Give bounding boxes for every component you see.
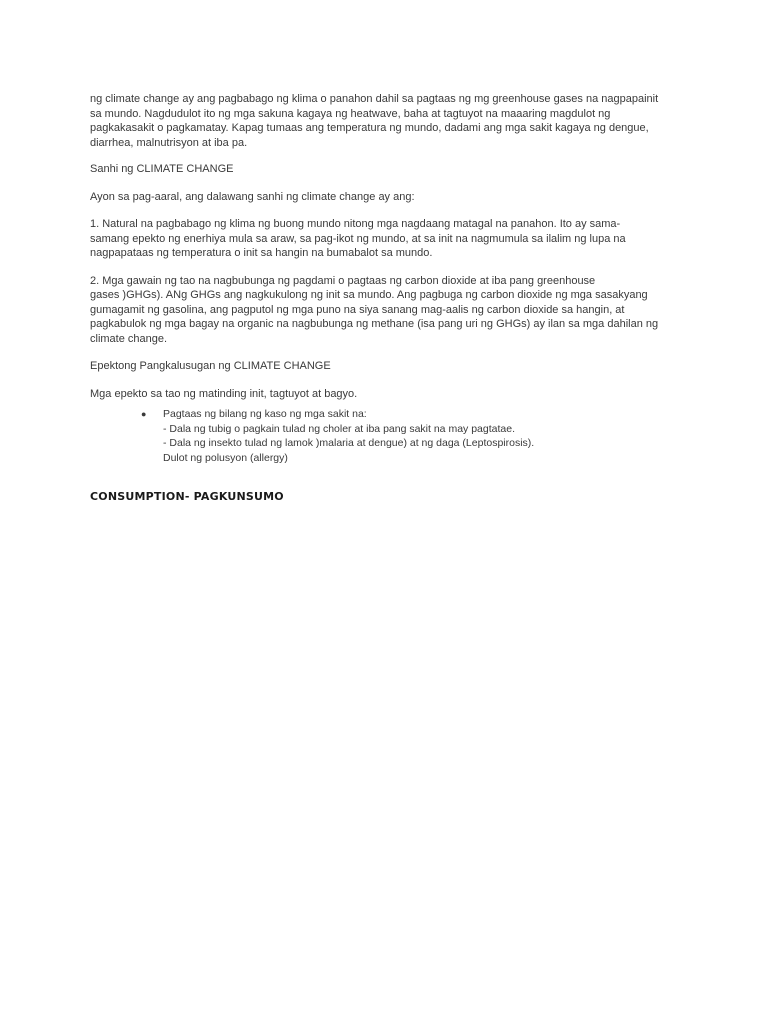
bullet-marker: ●: [141, 409, 147, 419]
effects-bullet-list: [90, 407, 690, 465]
bullet-lines: [163, 407, 690, 465]
bullet-line: Pagtaas ng bilang ng kaso ng mga sakit na:: [163, 408, 367, 420]
section-heading: CONSUMPTION- PAGKUNSUMO: [90, 490, 284, 503]
cause-2-paragraph: 2. Mga gawain ng tao na nagbubunga ng pagdami o pagtaas ng carbon dioxide at iba pang greenhouse gases )GHGs). ANg GHGs ang nagkukulong ng init sa mundo. Ang pagbuga ng carbon dioxide ng mga sasakyang gumagamit ng gasolina, ang pagputol ng mga puno na siya sanang mag-aalis ng carbon dioxide sa hangin, at pagkabulok ng mga bagay na organic na nagbubunga ng methane (isa pang uri ng GHGs) ay ilan sa mga dahilan ng climate change.: [90, 274, 659, 345]
list-item: [90, 407, 690, 465]
causes-heading: Sanhi ng CLIMATE CHANGE: [90, 163, 234, 175]
bullet-line: - Dala ng insekto tulad ng lamok )malaria at dengue) at ng daga (Leptospirosis).: [163, 437, 535, 449]
bullet-line: Dulot ng polusyon (allergy): [163, 451, 288, 464]
effects-intro: Mga epekto sa tao ng matinding init, tagtuyot at bagyo.: [90, 387, 358, 400]
cause-1-paragraph: 1. Natural na pagbabago ng klima ng buong mundo nitong mga nagdaang matagal na panahon. Ito ay sama- samang epekto ng enerhiya mula sa araw, sa pag-ikot ng mundo, at sa init na nagmumula sa ilalim ng lupa na nagpapataas ng temperatura o init sa hangin na bumabalot sa mundo.: [90, 218, 626, 259]
document-page: [90, 92, 690, 505]
bullet-line: - Dala ng tubig o pagkain tulad ng choler at iba pang sakit na may pagtatae.: [163, 422, 515, 435]
causes-intro: Ayon sa pag-aaral, ang dalawang sanhi ng climate change ay ang:: [90, 190, 415, 203]
effects-heading: Epektong Pangkalusugan ng CLIMATE CHANGE: [90, 360, 331, 372]
intro-paragraph: ng climate change ay ang pagbabago ng klima o panahon dahil sa pagtaas ng mg greenhouse gases na nagpapainit sa mundo. Nagdudulot ito ng mga sakuna kagaya ng heatwave, baha at tagtuyot na maaaring magdulot ng pagkakasakit o pagkamatay. Kapag tumaas ang temperatura ng mundo, dadami ang mga sakit kagaya ng dengue, diarrhea, malnutrisyon at iba pa.: [90, 93, 659, 149]
